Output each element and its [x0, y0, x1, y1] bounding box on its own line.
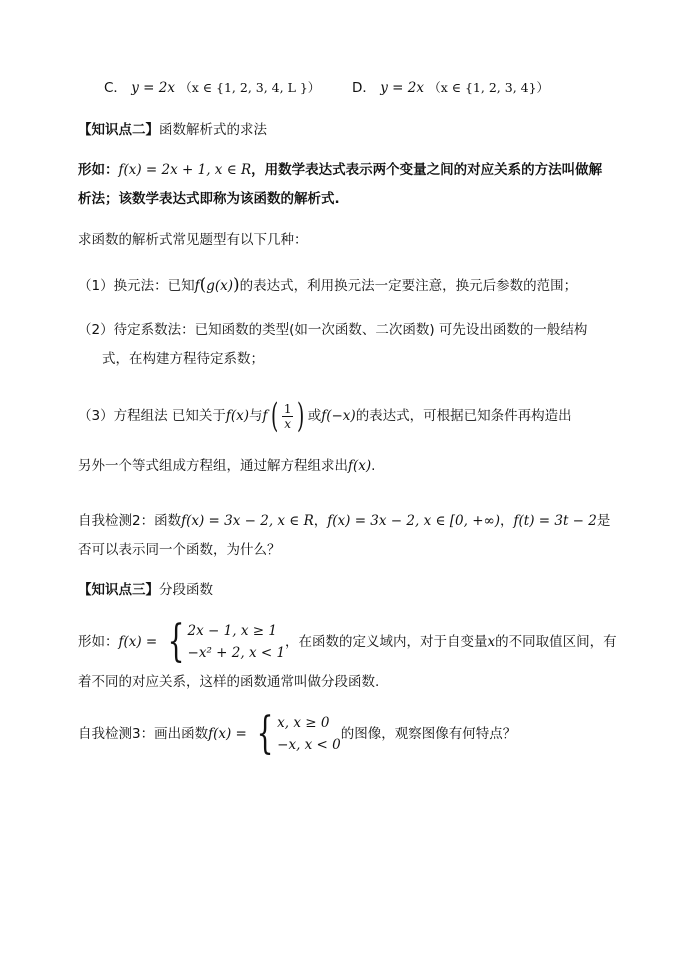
- check-2-line1: 自我检测2：函数f(x) = 3x − 2, x ∈ R，f(x) = 3x − 2, x ∈ [0, +∞)，f(t) = 3t − 2是: [78, 513, 611, 529]
- check-3-f: f(x) =: [208, 726, 247, 742]
- check-3-tail: 的图像，观察图像有何特点？: [340, 726, 517, 742]
- method-2-line1: （2）待定系数法：已知函数的类型(如一次函数、二次函数) 可先设出函数的一般结构: [78, 322, 588, 338]
- kp2-definition-line1: [78, 160, 602, 180]
- kp2-intro: 求函数的解析式常见题型有以下几种：: [78, 232, 308, 248]
- method-2-line2: 式，在构建方程待定系数；: [102, 351, 264, 367]
- kp2-heading-bracket: 【知识点二】: [78, 122, 159, 138]
- option-d-label: D．: [352, 80, 376, 96]
- method-3-text: 的表达式，可根据已知条件再构造出: [355, 408, 572, 424]
- option-c-domain: （x ∈ {1, 2, 3, 4, L }）: [179, 80, 321, 95]
- option-d-domain: （x ∈ {1, 2, 3, 4}）: [428, 80, 550, 95]
- method-3-f2: f: [262, 408, 268, 424]
- method-3-with: 与: [249, 408, 263, 424]
- check-2-f1: f(x) = 3x − 2, x ∈ R: [181, 513, 314, 529]
- method-3-f1: f(x): [225, 408, 250, 424]
- check-2-line2: 否可以表示同一个函数，为什么？: [78, 542, 281, 558]
- option-c-label: C．: [104, 80, 127, 96]
- option-d: [352, 78, 549, 98]
- kp3-definition-line2: 着不同的对应关系，这样的函数通常叫做分段函数.: [78, 674, 380, 690]
- check-3-lead: 自我检测3：画出函数: [78, 726, 209, 742]
- kp2-definition-line2: 析法；该数学表达式即称为该函数的解析式.: [78, 191, 340, 207]
- method-3-line2: 另外一个等式组成方程组，通过解方程组求出f(x).: [78, 458, 376, 474]
- method-1-f: f: [194, 278, 200, 294]
- kp3-piecewise: { 2x − 1, x ≥ 1 −x² + 2, x < 1: [167, 616, 286, 667]
- kp2-def-formula: f(x) = 2x + 1, x ∈ R: [118, 162, 252, 178]
- check-2-f3: f(t) = 3t − 2: [513, 513, 597, 529]
- kp3-text1a: ，在函数的定义域内，对于自变量: [285, 634, 488, 650]
- option-c: [104, 78, 320, 98]
- kp3-heading-bracket: 【知识点三】: [78, 582, 159, 598]
- method-3-lead: （3）方程组法 已知关于: [78, 408, 226, 424]
- kp3-var: x: [487, 634, 496, 650]
- kp2-heading: [78, 120, 267, 140]
- check-2-lead: 自我检测2：函数: [78, 513, 182, 529]
- kp3-heading-text: 分段函数: [159, 582, 213, 598]
- method-1: （1）换元法：已知f(g(x))的表达式，利用换元法一定要注意，换元后参数的范围；: [78, 275, 578, 295]
- method-3-f4: f(x): [348, 458, 372, 474]
- option-d-formula: y = 2x: [380, 80, 424, 96]
- kp3-f: f(x) =: [118, 634, 158, 650]
- kp3-lead: 形如：: [78, 634, 119, 650]
- method-1-inner: g(x): [206, 278, 234, 294]
- method-3-fraction: $\frac{1}{x}$: [283, 401, 292, 431]
- kp2-def-text1: ，用数学表达式表示两个变量之间的对应关系的方法叫做解: [251, 162, 603, 178]
- kp2-def-lead: 形如：: [78, 162, 119, 178]
- option-c-formula: y = 2x: [131, 80, 175, 96]
- check-3: [78, 709, 516, 759]
- method-1-lead: （1）换元法：已知: [78, 278, 195, 294]
- kp3-text1b: 的不同取值区间，有: [495, 634, 617, 650]
- method-3-or: 或: [307, 408, 322, 424]
- kp2-heading-text: 函数解析式的求法: [159, 122, 267, 138]
- method-3-line1: （3）方程组法 已知关于f(x)与f( $\frac{1}{x}$ ) 或f(−x)的表达式，可根据已知条件再构造出: [78, 396, 572, 436]
- kp3-heading: [78, 580, 213, 600]
- kp3-definition-line1: [78, 617, 617, 667]
- check-2-f2: f(x) = 3x − 2, x ∈ [0, +∞): [327, 513, 501, 529]
- check-3-piecewise: { x, x ≥ 0 −x, x < 0: [256, 708, 341, 759]
- method-3-f3: f(−x): [321, 408, 356, 424]
- method-1-text: 的表达式，利用换元法一定要注意，换元后参数的范围；: [239, 278, 578, 294]
